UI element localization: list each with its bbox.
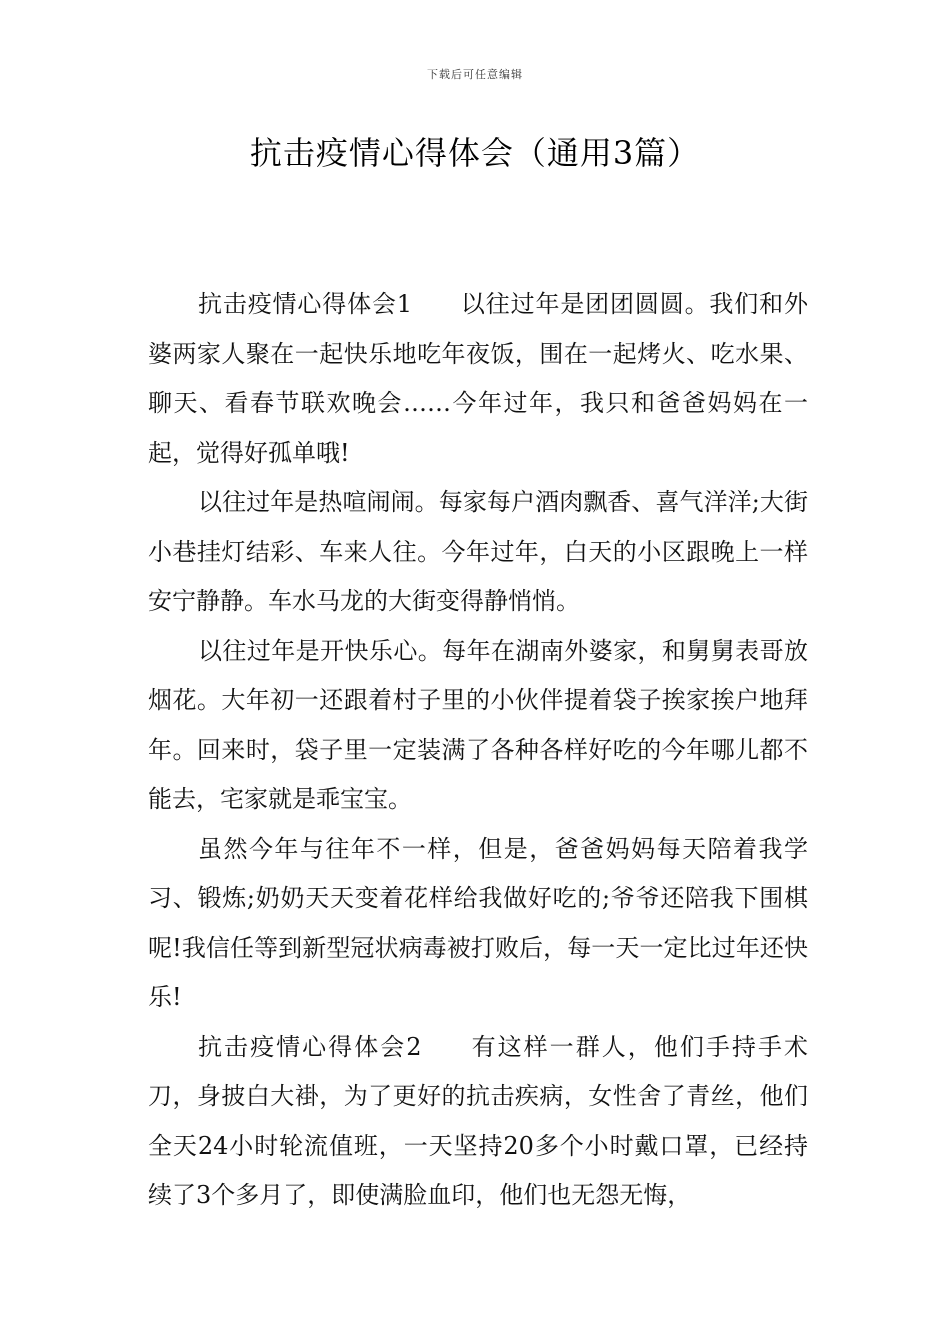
paragraph (148, 478, 808, 627)
document-body (148, 280, 808, 1221)
page-title: 抗击疫情心得体会（通用3篇） (249, 134, 701, 172)
paragraph (148, 280, 808, 478)
paragraph (148, 1023, 808, 1221)
paragraph (148, 627, 808, 825)
paragraph-text: 以往过年是开快乐心。每年在湖南外婆家，和舅舅表哥放烟花。大年初一还跟着村子里的小伙伴提着袋子挨家挨户地拜年。回来时，袋子里一定装满了各种各样好吃的今年哪儿都不能去，宅家就是乖宝宝。 (148, 636, 808, 813)
paragraph-text: 以往过年是团团圆圆。我们和外婆两家人聚在一起快乐地吃年夜饭，围在一起烤火、吃水果、聊天、看春节联欢晚会……今年过年，我只和爸爸妈妈在一起，觉得好孤单哦! (148, 290, 808, 467)
paragraph-text: 虽然今年与往年不一样，但是，爸爸妈妈每天陪着我学习、锻炼;奶奶天天变着花样给我做好吃的;爷爷还陪我下围棋呢!我信任等到新型冠状病毒被打败后，每一天一定比过年还快乐! (148, 834, 808, 1011)
section-heading: 抗击疫情心得体会1 (198, 290, 413, 318)
section-heading: 抗击疫情心得体会2 (198, 1032, 422, 1061)
paragraph (148, 825, 808, 1023)
paragraph-text: 有这样一群人，他们手持手术刀，身披白大褂，为了更好的抗击疾病，女性舍了青丝，他们全天24小时轮流值班，一天坚持20多个小时戴口罩，已经持续了3个多月了，即使满脸血印，他们也无怨无悔， (148, 1032, 808, 1209)
header-note: 下载后可任意编辑 (427, 68, 523, 81)
paragraph-text: 以往过年是热喧闹闹。每家每户酒肉飘香、喜气洋洋;大街小巷挂灯结彩、车来人往。今年过年，白天的小区跟晚上一样安宁静静。车水马龙的大街变得静悄悄。 (148, 488, 808, 615)
